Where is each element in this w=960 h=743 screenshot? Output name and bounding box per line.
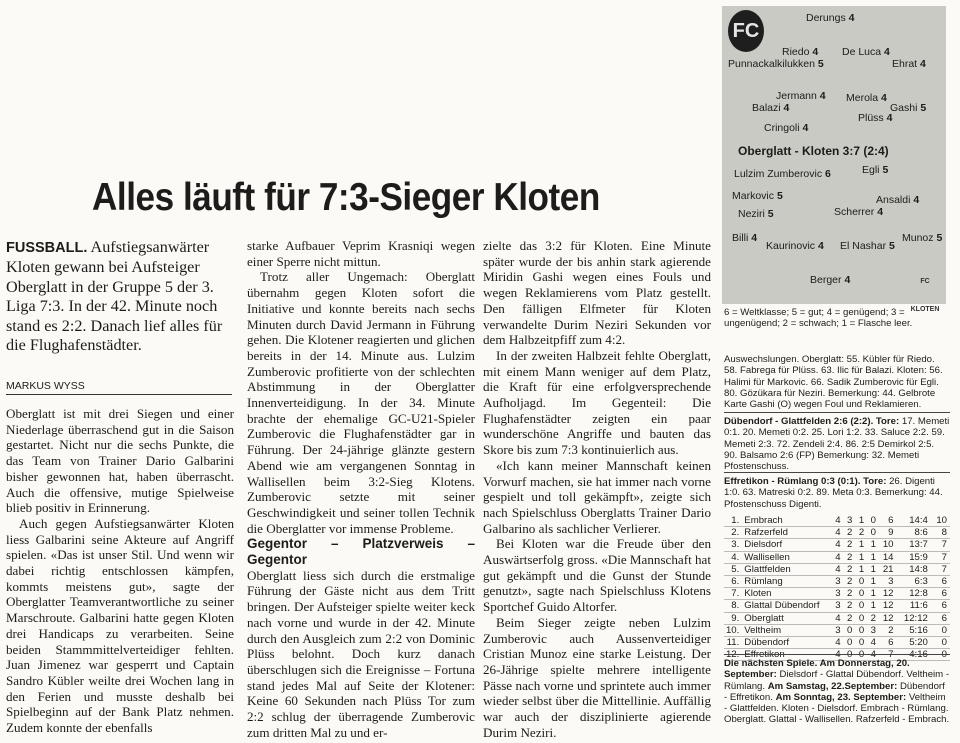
standings-cell-p: 4 — [835, 649, 841, 661]
standings-cell-d: 0 — [858, 588, 865, 600]
standings-cell-p: 3 — [835, 576, 841, 588]
standings-cell-p: 4 — [835, 637, 841, 649]
standings-cell-d: 1 — [858, 539, 865, 551]
standings-cell-rank: 2. — [731, 527, 740, 539]
standings-cell-pts: 6 — [941, 612, 947, 624]
player-rating: Neziri 5 — [738, 208, 774, 220]
standings-cell-gf: 9 — [888, 527, 894, 539]
standings-cell-pts: 8 — [941, 527, 947, 539]
standings-cell-pts: 0 — [941, 624, 947, 636]
standings-cell-l: 0 — [870, 515, 876, 526]
paragraph: Beim Sieger zeigte neben Lulzim Zumberovic auch Aussenverteidiger Cristian Munoz eine starke Leistung. Der 26-Jährige spielte mehrere intelligente Pässe nach vorne und sprintete auch immer wieder selbst über die Mittellinie. Auffällig war auch der disziplinierte agierende Durim Neziri. — [483, 614, 711, 740]
article-lead — [6, 238, 234, 355]
standings-cell-team: Oberglatt — [744, 612, 784, 624]
standings-cell-w: 2 — [847, 563, 853, 575]
standings-table — [724, 515, 950, 661]
standings-cell-goals: 4:16 — [909, 649, 928, 661]
standings-cell-d: 0 — [858, 576, 865, 588]
standings-cell-w: 0 — [847, 637, 853, 649]
standings-cell-goals: 5:20 — [909, 637, 928, 649]
standings-cell-team: Embrach — [744, 515, 783, 526]
standings-cell-l: 4 — [870, 637, 876, 649]
match-notes: Auswechslungen. Oberglatt: 55. Kübler für Riedo. 58. Fabrega für Plüss. 63. Ilic für Balazi. Kloten: 56. Halimi für Markovic. 66. Sadik Zumberovic für Egli. 80. Gözükara für Neziri. Bemerkung: 44. Gelbrote Karte Gashi (O) wegen Foul und Reklamieren. — [724, 354, 943, 411]
paragraph: «Ich kann meiner Mannschaft keinen Vorwurf machen, sie hat immer nach vorne gespielt und toll gekämpft», zeigte sich nach Spielschluss Oberglatts Trainer Dario Galbarino als sachlicher Verlierer. — [483, 457, 711, 536]
standings-cell-goals: 12:12 — [903, 612, 928, 624]
lead-kicker: FUSSBALL. — [6, 240, 88, 256]
standings-cell-goals: 8:6 — [914, 527, 928, 539]
standings-cell-d: 1 — [858, 563, 865, 575]
standings-cell-rank: 10. — [725, 624, 740, 636]
standings-cell-l: 3 — [870, 624, 876, 636]
paragraph: zielte das 3:2 für Kloten. Eine Minute später wurde der bis anhin stark agierende Miridin Gashi wegen eines Fouls und wegen Reklamierens vom Platz gestellt. Den fälligen Elfmeter für Kloten verwandelte Durim Neziri Sekunden vor dem Halbzeitpfiff zum 4:2. — [483, 238, 711, 348]
table-row — [724, 515, 950, 527]
player-rating: Kaurinovic 4 — [766, 240, 824, 252]
player-rating: De Luca 4 — [842, 46, 890, 58]
standings-cell-l: 1 — [870, 576, 876, 588]
standings-cell-rank: 9. — [731, 612, 740, 624]
table-row — [724, 637, 950, 649]
player-rating: Ansaldi 4 — [876, 194, 920, 206]
divider — [724, 654, 950, 655]
standings-cell-d: 2 — [858, 527, 865, 539]
standings-cell-w: 2 — [847, 612, 853, 624]
player-rating: Markovic 5 — [732, 190, 783, 202]
standings-cell-goals: 6:3 — [914, 576, 928, 588]
paragraph: Oberglatt ist mit drei Siegen und einer Niederlage überraschend gut in die Saison gestartet. Nicht nur die sechs Punkte, die das Team von Trainer Dario Galbarini bisher gewonnen hat, haben überrascht. Auch die offensive, mutige Spielweise blieb positiv in Erinnerung. — [6, 406, 234, 516]
standings-cell-p: 4 — [835, 563, 841, 575]
standings-cell-d: 0 — [858, 624, 865, 636]
standings-cell-team: Rafzerfeld — [744, 527, 789, 539]
standings-cell-goals: 14:8 — [909, 563, 928, 575]
standings-cell-pts: 7 — [941, 539, 947, 551]
standings-cell-pts: 6 — [941, 588, 947, 600]
standings-cell-l: 1 — [870, 563, 876, 575]
standings-cell-w: 2 — [847, 539, 853, 551]
table-row — [724, 576, 950, 588]
player-rating: Scherrer 4 — [834, 206, 884, 218]
standings-cell-team: Effretikon — [744, 649, 785, 661]
standings-cell-gf: 12 — [882, 600, 894, 612]
standings-cell-d: 0 — [858, 637, 865, 649]
standings-cell-pts: 0 — [941, 649, 947, 661]
player-rating: Merola 4 — [846, 92, 887, 104]
next-games: Die nächsten Spiele. Am Donnerstag, 20. September: Dielsdorf - Glattal Dübendorf. Veltheim - Rümlang. Am Samstag, 22.September: Dübendorf - Effretikon. Am Sonntag, 23. September: Veltheim - Glattfelden. Kloten - Dielsdorf. Embrach - Rümlang. Oberglatt. Glattal - Wallisellen. Rafzerfeld - Embrach. — [724, 658, 950, 726]
player-rating: Egli 5 — [862, 164, 889, 176]
paragraph: Trotz aller Ungemach: Oberglatt übernahm gegen Kloten sofort die Initiative und konnte bereits nach sechs Minuten durch David Jermann in Führung gehen. Die Klotener reagierten und glichen bereits in der 14. Minute aus. Lulzim Zumberovic profitierte von der schlechten Abstimmung in der Oberglatter Innenverteidigung. In der 34. Minute brachte der ehemalige GC-U21-Spieler Zumberovic die Flughafenstädter gar in Führung. Der 24-jährige glänzte gestern Abend wie am vergangenen Sonntag in Wallisellen beim 3:2-Sieg Klotens. Zumberovic setzte mit seiner Geschwindigkeit und seiner tollen Technik die Oberglatter vor immense Probleme. — [247, 269, 475, 536]
divider — [724, 472, 950, 473]
standings-cell-l: 0 — [870, 527, 876, 539]
standings-cell-goals: 11:6 — [909, 600, 928, 612]
standings-cell-team: Dielsdorf — [744, 539, 783, 551]
standings-cell-l: 1 — [870, 551, 876, 563]
player-rating: Derungs 4 — [806, 12, 855, 24]
standings-cell-gf: 7 — [888, 649, 894, 661]
table-row — [724, 588, 950, 600]
standings-cell-p: 4 — [835, 527, 841, 539]
standings-cell-rank: 8. — [731, 600, 740, 612]
standings-cell-pts: 7 — [941, 551, 947, 563]
table-row — [724, 600, 950, 612]
standings-cell-w: 2 — [847, 600, 853, 612]
standings-cell-w: 0 — [847, 624, 853, 636]
standings-cell-w: 2 — [847, 551, 853, 563]
standings-cell-gf: 6 — [888, 515, 894, 526]
standings-cell-team: Kloten — [744, 588, 772, 600]
table-row — [724, 563, 950, 575]
player-rating: Munoz 5 — [902, 232, 943, 244]
standings-cell-team: Glattal Dübendorf — [744, 600, 820, 612]
standings-cell-gf: 2 — [888, 624, 894, 636]
standings-cell-d: 1 — [858, 551, 865, 563]
article-column-1 — [6, 406, 234, 736]
match-report-effretikon: Effretikon - Rümlang 0:3 (0:1). Tore: 26. Digenti 1:0. 63. Matreski 0:2. 89. Meta 0:3. Bemerkung: 44. Pfostenschuss Digenti. — [724, 476, 943, 510]
player-rating: Riedo 4 — [782, 46, 819, 58]
player-rating: Balazi 4 — [752, 102, 790, 114]
standings-cell-team: Wallisellen — [744, 551, 790, 563]
standings-cell-d: 0 — [858, 649, 865, 661]
player-rating: Ehrat 4 — [892, 58, 926, 70]
article-column-2 — [247, 238, 475, 741]
standings-cell-gf: 3 — [888, 576, 894, 588]
divider — [724, 412, 950, 413]
standings-cell-p: 3 — [835, 600, 841, 612]
standings-cell-d: 0 — [858, 600, 865, 612]
author-byline: MARKUS WYSS — [6, 380, 232, 395]
standings-cell-w: 3 — [847, 515, 853, 526]
player-rating: Plüss 4 — [858, 112, 893, 124]
standings-cell-p: 4 — [835, 551, 841, 563]
standings-cell-pts: 10 — [936, 515, 947, 526]
player-rating: Jermann 4 — [776, 90, 826, 102]
standings-cell-gf: 10 — [882, 539, 894, 551]
standings-cell-pts: 7 — [941, 563, 947, 575]
standings-cell-team: Glattfelden — [744, 563, 791, 575]
standings-cell-rank: 11. — [726, 637, 740, 649]
table-row — [724, 527, 950, 539]
standings-cell-w: 2 — [847, 527, 853, 539]
paragraph: starke Aufbauer Veprim Krasniqi wegen einer Sperre nicht mittun. — [247, 238, 475, 269]
table-row — [724, 539, 950, 551]
player-rating: Lulzim Zumberovic 6 — [734, 168, 831, 180]
paragraph: In der zweiten Halbzeit fehlte Oberglatt, mit einem Mann weniger auf dem Platz, die Kraft für eine erfolgversprechende Aufholjagd. Im Gegenteil: Die Flughafenstädter zeigten ein paar wunderschöne Angriffe und bauten das Skore bis zum 7:3 kontinuierlich aus. — [483, 347, 711, 458]
standings-cell-goals: 5:16 — [909, 624, 928, 636]
rating-legend: 6 = Weltklasse; 5 = gut; 4 = genügend; 3 = ungenügend; 2 = schwach; 1 = Flasche leer. — [724, 307, 913, 330]
fc-kloten-logo: FC KLOTEN — [910, 278, 940, 313]
standings-cell-p: 4 — [835, 612, 841, 624]
article-column-3 — [483, 238, 711, 741]
standings-cell-pts: 6 — [941, 576, 947, 588]
standings-cell-w: 2 — [847, 588, 853, 600]
standings-cell-rank: 5. — [731, 563, 740, 575]
standings-cell-p: 4 — [835, 539, 841, 551]
table-row — [724, 612, 950, 624]
player-rating: Billi 4 — [732, 232, 758, 244]
player-rating: El Nashar 5 — [840, 240, 895, 252]
player-rating: Gashi 5 — [890, 102, 927, 114]
table-row — [724, 551, 950, 563]
player-rating: Cringoli 4 — [764, 122, 809, 134]
standings-cell-gf: 14 — [882, 551, 894, 563]
standings-cell-l: 1 — [870, 600, 876, 612]
standings-cell-rank: 7. — [731, 588, 740, 600]
standings-cell-team: Rümlang — [744, 576, 783, 588]
table-row — [724, 624, 950, 636]
paragraph: Bei Kloten war die Freude über den Auswärtserfolg gross. «Die Mannschaft hat gut gekämpft und die Gunst der Stunde genutzt», sagte nach Spielschluss Klotens Sportchef Guido Altorfer. — [483, 536, 711, 615]
standings-cell-pts: 6 — [941, 600, 947, 612]
standings-cell-l: 4 — [870, 649, 876, 661]
standings-cell-gf: 6 — [888, 637, 894, 649]
standings-cell-d: 0 — [858, 612, 865, 624]
standings-cell-pts: 0 — [941, 637, 947, 649]
player-rating: Berger 4 — [810, 274, 851, 286]
match-report-duebendorf: Dübendorf - Glattfelden 2:6 (2:2). Tore: 17. Memeti 0:1. 20. Memeti 0:2. 25. Lori 1:2. 33. Saluce 2:2. 59. Memeti 2:3. 72. Zendeli 2:4. 86. 2:5 Demirkol 2:5. 90. Balsamo 2:6 (FP) Bemerkung: 32. Memeti Pfostenschuss. — [724, 416, 950, 473]
paragraph: Oberglatt liess sich durch die erstmalige Führung der Gäste nicht aus dem Tritt bringen. Der Aufsteiger spielte weiter keck nach vorne und wurde in der 42. Minute durch den Ausgleich zum 2:2 von Dominic Plüss belohnt. Doch kurz danach überschlugen sich die Ereignisse – Fortuna stand jedes Mal auf Seite der Klotener: Keine 60 Sekunden nach Plüss Tor zum 2:2 schlug der überragende Zumberovic zum dritten Mal zu und er- — [247, 567, 475, 740]
fc-oberglatt-badge: FC — [728, 10, 764, 52]
standings-cell-goals: 13:7 — [909, 539, 928, 551]
standings-cell-gf: 21 — [882, 563, 894, 575]
standings-cell-rank: 3. — [731, 539, 740, 551]
standings-cell-rank: 6. — [731, 576, 740, 588]
standings-cell-p: 3 — [835, 624, 841, 636]
standings-cell-l: 1 — [870, 539, 876, 551]
paragraph: Auch gegen Aufstiegsanwärter Kloten liess Galbarini seine Akteure auf Angriff spielen. «Das ist unser Stil. Und wenn wir dabei richtig entschlossen kämpfen, kommts meistens gut», sagte der Oberglatter Teamverantwortliche zu seiner Marschroute. Galbarini hatte gegen Kloten drei Handicaps zu verarbeiten. Seine beiden Stammmittelverteidiger fehlten. Juan Jimenez war gesperrt und Captain Sandro Kübler weilte drei Wochen lang in den Ferien und musste deshalb bei Spielbeginn auf der Bank Platz nehmen. Zudem konnte der ebenfalls — [6, 515, 234, 736]
article-subheading: Gegentor – Platzverweis – Gegentor — [247, 536, 475, 568]
standings-cell-goals: 15:9 — [909, 551, 928, 563]
standings-cell-l: 2 — [870, 612, 876, 624]
standings-cell-rank: 4. — [731, 551, 740, 563]
standings-cell-team: Veltheim — [744, 624, 782, 636]
standings-cell-p: 4 — [835, 515, 841, 526]
match-score: Oberglatt - Kloten 3:7 (2:4) — [738, 144, 889, 158]
article-headline: Alles läuft für 7:3-Sieger Kloten — [92, 176, 600, 219]
standings-cell-rank: 12. — [725, 649, 740, 661]
standings-cell-d: 1 — [858, 515, 865, 526]
standings-cell-p: 3 — [835, 588, 841, 600]
standings-cell-w: 0 — [847, 649, 853, 661]
lead-text: Aufstiegsanwärter Kloten gewann bei Aufsteiger Oberglatt in der Gruppe 5 der 3. Liga 7:3. In der 42. Minute noch stand es 2:2. Danach lief alles für die Flughafenstädter. — [6, 238, 223, 355]
standings-cell-team: Dübendorf — [744, 637, 790, 649]
standings-cell-w: 2 — [847, 576, 853, 588]
standings-cell-rank: 1. — [731, 515, 740, 526]
lineup-graphic — [722, 6, 946, 313]
standings-cell-gf: 12 — [882, 588, 894, 600]
standings-cell-gf: 12 — [882, 612, 894, 624]
standings-cell-goals: 12:8 — [909, 588, 928, 600]
player-rating: Punnackalkilukken 5 — [728, 58, 824, 70]
standings-cell-l: 1 — [870, 588, 876, 600]
standings-cell-goals: 14:4 — [909, 515, 928, 526]
